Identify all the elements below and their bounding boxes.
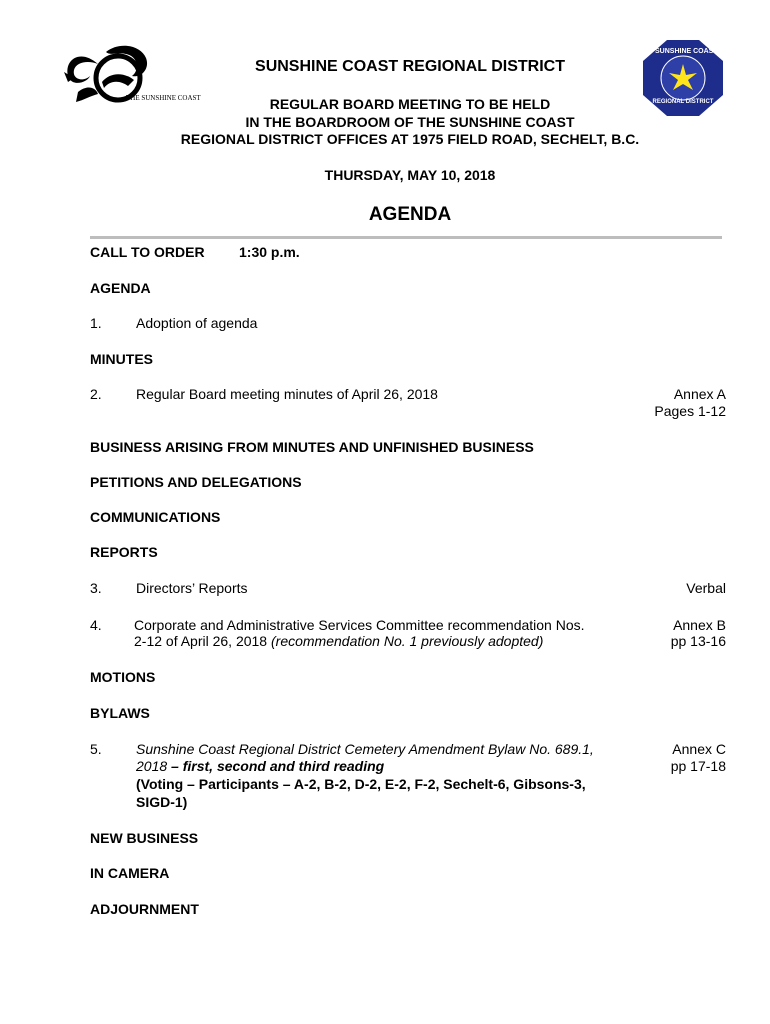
item-4-note: (recommendation No. 1 previously adopted) bbox=[271, 633, 544, 649]
item-5-annex: Annex C bbox=[672, 741, 726, 757]
item-5-pages: pp 17-18 bbox=[670, 758, 726, 774]
seal-bottom-text: REGIONAL DISTRICT bbox=[652, 99, 714, 105]
item-4-text-line-2 bbox=[134, 633, 543, 649]
meeting-date: THURSDAY, MAY 10, 2018 bbox=[324, 167, 496, 183]
item-3-reference: Verbal bbox=[686, 580, 726, 596]
section-petitions: PETITIONS AND DELEGATIONS bbox=[90, 474, 302, 490]
item-2-number: 2. bbox=[90, 386, 102, 402]
call-to-order-label: CALL TO ORDER bbox=[90, 244, 205, 260]
header-divider bbox=[90, 236, 722, 239]
section-agenda: AGENDA bbox=[90, 280, 151, 296]
item-5-voting-line-2: SIGD-1) bbox=[136, 794, 188, 810]
organization-name: SUNSHINE COAST REGIONAL DISTRICT bbox=[255, 58, 565, 75]
item-5-year: 2018 bbox=[136, 758, 168, 774]
item-1-text: Adoption of agenda bbox=[136, 315, 258, 331]
item-3-text: Directors’ Reports bbox=[136, 580, 248, 596]
item-3-number: 3. bbox=[90, 580, 102, 596]
item-5-text-line-2 bbox=[136, 758, 384, 774]
page-title: AGENDA bbox=[368, 204, 452, 225]
meeting-line-2: IN THE BOARDROOM OF THE SUNSHINE COAST bbox=[245, 114, 575, 130]
section-adjournment: ADJOURNMENT bbox=[90, 901, 199, 917]
item-5-voting-line-1: (Voting – Participants – A-2, B-2, D-2, E-2, F-2, Sechelt-6, Gibsons-3, bbox=[136, 776, 586, 792]
item-4-annex: Annex B bbox=[673, 617, 726, 633]
item-5-number: 5. bbox=[90, 741, 102, 757]
item-4-number: 4. bbox=[90, 617, 102, 633]
section-in-camera: IN CAMERA bbox=[90, 865, 170, 881]
item-5-reading: – first, second and third reading bbox=[167, 758, 385, 774]
item-4-date: 2-12 of April 26, 2018 bbox=[134, 633, 271, 649]
section-business-arising: BUSINESS ARISING FROM MINUTES AND UNFINISHED BUSINESS bbox=[90, 439, 534, 455]
item-2-annex: Annex A bbox=[673, 386, 726, 402]
item-4-text-line-1: Corporate and Administrative Services Committee recommendation Nos. bbox=[134, 617, 585, 633]
meeting-line-3: REGIONAL DISTRICT OFFICES AT 1975 FIELD ROAD, SECHELT, B.C. bbox=[180, 131, 640, 147]
seal-top-text: SUNSHINE COAST bbox=[655, 48, 718, 55]
section-new-business: NEW BUSINESS bbox=[90, 830, 199, 846]
item-5-text-line-1: Sunshine Coast Regional District Cemetery Amendment Bylaw No. 689.1, bbox=[136, 741, 594, 757]
section-minutes: MINUTES bbox=[90, 351, 153, 367]
item-2-text: Regular Board meeting minutes of April 26, 2018 bbox=[136, 386, 438, 402]
item-4-pages: pp 13-16 bbox=[670, 633, 726, 649]
call-to-order-time: 1:30 p.m. bbox=[239, 244, 300, 260]
item-2-pages: Pages 1-12 bbox=[654, 403, 726, 419]
item-1-number: 1. bbox=[90, 315, 102, 331]
section-bylaws: BYLAWS bbox=[90, 705, 150, 721]
meeting-line-1: REGULAR BOARD MEETING TO BE HELD bbox=[269, 96, 551, 112]
section-motions: MOTIONS bbox=[90, 669, 156, 685]
logo-text: THE SUNSHINE COAST bbox=[126, 94, 201, 102]
section-communications: COMMUNICATIONS bbox=[90, 509, 221, 525]
section-reports: REPORTS bbox=[90, 544, 158, 560]
